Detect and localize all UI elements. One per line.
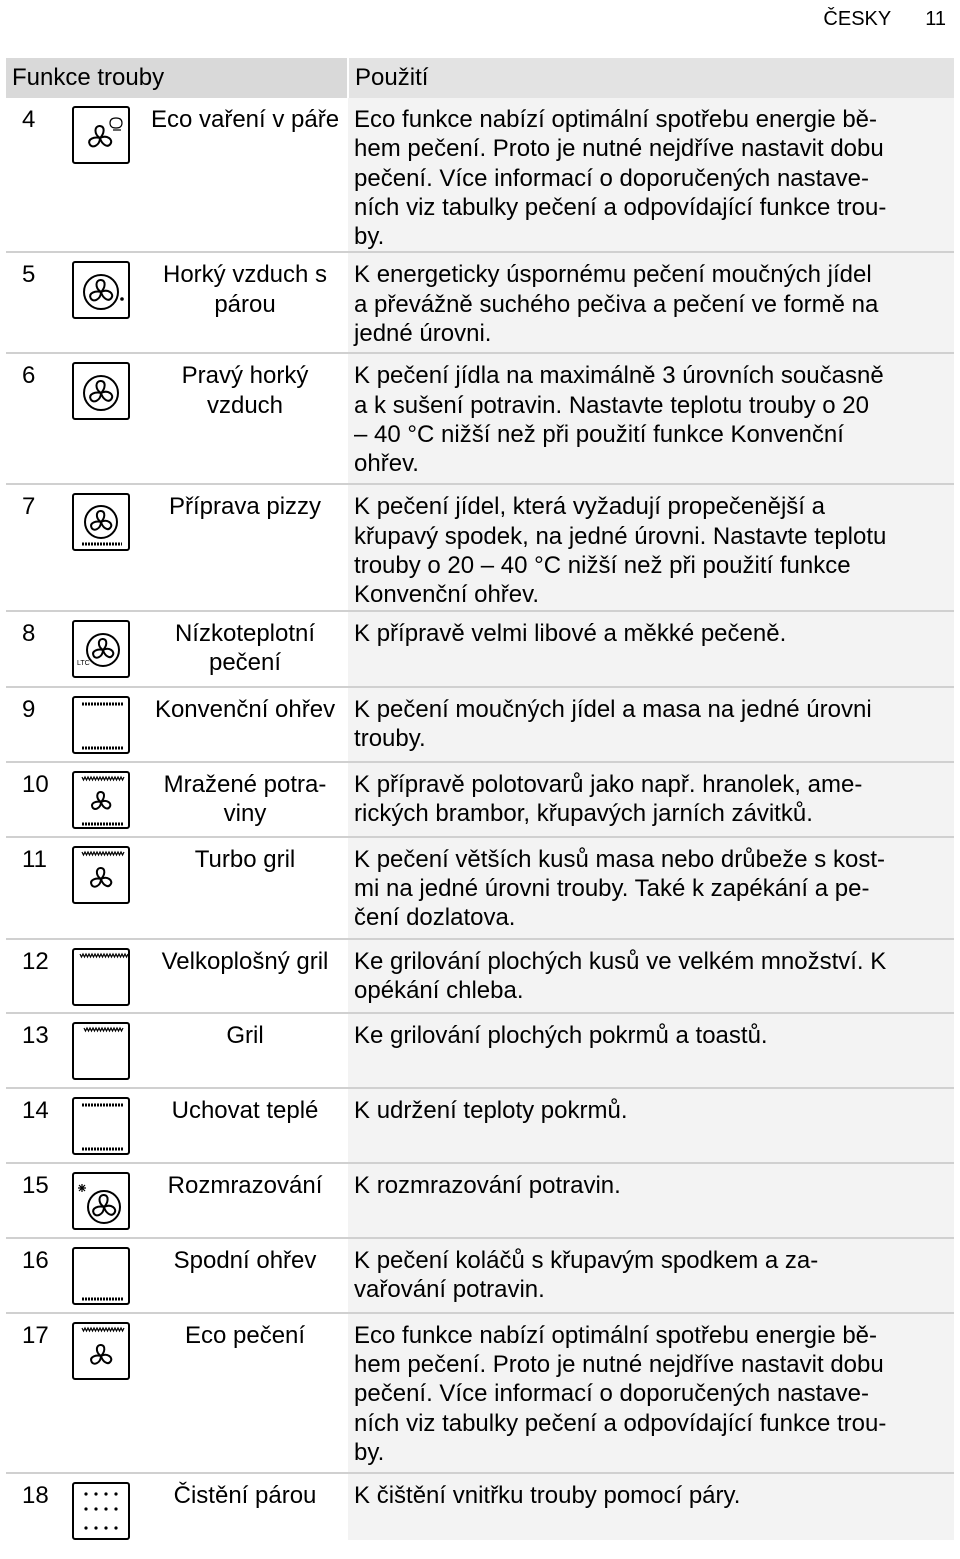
function-name: Mražené potra-viny: [163, 770, 327, 827]
function-icon-cell: [58, 353, 142, 484]
grill-icon: [72, 1022, 130, 1080]
column-header-function: Funkce trouby: [6, 58, 348, 98]
pizza-function-icon: [72, 493, 130, 551]
function-usage: K pečení moučných jídel a masa na jedné úrovni trouby.: [348, 687, 954, 762]
function-icon-cell: [58, 1088, 142, 1163]
table-header-row: [6, 58, 954, 98]
defrost-icon-graphic: [74, 1174, 128, 1228]
function-usage: Eco funkce nabízí optimální spotřebu energie bě- hem pečení. Proto je nutné nejdříve nastavit dobu pečení. Více informací o doporučených nastave- ních viz tabulky pečení a odpovídající funkce trou- by.: [348, 1313, 954, 1473]
function-name: Eco vaření v páře: [150, 106, 340, 133]
function-number: 6: [22, 362, 36, 390]
steam-cleaning-icon: [72, 1482, 130, 1540]
true-fan-icon-graphic: [74, 364, 128, 418]
function-name: Rozmrazování: [167, 1171, 323, 1199]
full-grill-icon: [72, 948, 130, 1006]
function-usage: K pečení jídel, která vyžadují propečenější a křupavý spodek, na jedné úrovni. Nastavte teplotu trouby o 20 – 40 °C nižší než při použití funkce Konvenční ohřev.: [348, 484, 954, 610]
function-name: Eco pečení: [184, 1321, 306, 1349]
function-icon-cell: [58, 1313, 142, 1473]
table-row: [6, 1238, 954, 1313]
function-usage: K pečení jídla na maximálně 3 úrovních současně a k sušení potravin. Nastavte teplotu trouby o 20 – 40 °C nižší než při použití funkce Konvenční ohřev.: [348, 353, 954, 484]
eco-roasting-icon-graphic: [74, 1324, 128, 1378]
eco-roasting-icon: [72, 1322, 130, 1380]
function-number: 8: [22, 619, 36, 647]
function-number: 4: [22, 106, 36, 133]
low-temperature-ltc-icon: [72, 620, 130, 678]
function-number: 16: [22, 1246, 49, 1274]
table-row: [6, 611, 954, 687]
frozen-foods-icon: [72, 771, 130, 829]
turbo-grill-icon: [72, 846, 130, 904]
function-icon-cell: [58, 762, 142, 837]
table-row: [6, 1313, 954, 1473]
function-number: 7: [22, 493, 36, 521]
function-usage: K pečení větších kusů masa nebo drůbeže s kost- mi na jedné úrovni trouby. Také k zapékání a pe- čení dozlatova.: [348, 837, 954, 939]
function-icon-cell: [58, 1163, 142, 1238]
table-row: [6, 1473, 954, 1540]
keep-warm-icon-graphic: [74, 1099, 128, 1153]
page-number: 11: [925, 7, 946, 30]
function-number: 13: [22, 1021, 49, 1049]
page-header: [823, 6, 946, 32]
function-name: Gril: [226, 1021, 264, 1049]
column-header-usage: Použití: [348, 58, 954, 98]
conventional-heating-icon-graphic: [74, 698, 128, 752]
bottom-heat-icon-graphic: [74, 1249, 128, 1303]
function-number: 17: [22, 1321, 49, 1349]
function-name: Spodní ohřev: [173, 1246, 317, 1274]
function-usage: K čištění vnitřku trouby pomocí páry.: [348, 1473, 954, 1540]
table-row: [6, 687, 954, 762]
function-icon-cell: [58, 98, 142, 252]
defrost-icon: [72, 1172, 130, 1230]
function-icon-cell: [58, 1473, 142, 1540]
table-row: [6, 1163, 954, 1238]
table-row: [6, 484, 954, 610]
table-row: [6, 939, 954, 1013]
grill-icon-graphic: [74, 1024, 128, 1078]
language-label: ČESKY: [823, 7, 892, 30]
function-number: 14: [22, 1096, 49, 1124]
table-row: [6, 762, 954, 837]
function-icon-cell: [58, 1013, 142, 1088]
function-usage: K udržení teploty pokrmů.: [348, 1088, 954, 1163]
function-name: Příprava pizzy: [168, 493, 322, 521]
function-usage: K přípravě velmi libové a měkké pečeně.: [348, 611, 954, 687]
function-name: Velkoplošný gril: [161, 947, 329, 975]
function-name: Uchovat teplé: [171, 1096, 319, 1124]
function-icon-cell: [58, 939, 142, 1013]
function-usage: K energeticky úspornému pečení moučných jídel a převážně suchého pečiva a pečení ve formě na jedné úrovni.: [348, 252, 954, 353]
function-name: Čistění párou: [173, 1481, 317, 1509]
true-fan-icon: [72, 362, 130, 420]
oven-functions-table: [6, 58, 954, 1540]
function-name: Nízkoteplotní pečení: [174, 619, 316, 676]
table-row: [6, 1013, 954, 1088]
full-grill-icon-graphic: [74, 950, 128, 1004]
function-name: Pravý horký vzduch: [181, 362, 309, 419]
function-name: Turbo gril: [194, 845, 296, 873]
function-icon-cell: [58, 611, 142, 687]
function-usage: Ke grilování plochých pokrmů a toastů.: [348, 1013, 954, 1088]
function-number: 5: [22, 261, 36, 289]
function-icon-cell: [58, 1238, 142, 1313]
steam-cleaning-icon-graphic: [74, 1484, 128, 1538]
eco-steam-fan-icon-graphic: [74, 108, 128, 162]
svg-text:LTC: LTC: [77, 659, 90, 667]
function-icon-cell: [58, 687, 142, 762]
turbo-grill-icon-graphic: [74, 848, 128, 902]
hot-air-steam-icon: [72, 261, 130, 319]
table-row: [6, 1088, 954, 1163]
function-number: 18: [22, 1481, 49, 1509]
keep-warm-icon: [72, 1097, 130, 1155]
table-row: [6, 837, 954, 939]
frozen-foods-icon-graphic: [74, 773, 128, 827]
function-usage: Ke grilování plochých kusů ve velkém množství. K opékání chleba.: [348, 939, 954, 1013]
function-name: Horký vzduch s párou: [162, 261, 328, 318]
table-row: [6, 252, 954, 353]
function-usage: K rozmrazování potravin.: [348, 1163, 954, 1238]
function-usage: Eco funkce nabízí optimální spotřebu energie bě- hem pečení. Proto je nutné nejdříve nastavit dobu pečení. Více informací o doporučených nastave- ních viz tabulky pečení a odpovídající funkce trou- by.: [348, 98, 954, 252]
function-number: 12: [22, 947, 49, 975]
bottom-heat-icon: [72, 1247, 130, 1305]
pizza-function-icon-graphic: [74, 495, 128, 549]
function-number: 9: [22, 695, 36, 723]
function-icon-cell: [58, 837, 142, 939]
table-row: [6, 353, 954, 484]
function-usage: K pečení koláčů s křupavým spodkem a za- vařování potravin.: [348, 1238, 954, 1313]
function-icon-cell: [58, 484, 142, 610]
function-name: Konvenční ohřev: [154, 695, 336, 723]
function-icon-cell: [58, 252, 142, 353]
function-usage: K přípravě polotovarů jako např. hranolek, ame- rických brambor, křupavých jarních závitků.: [348, 762, 954, 837]
conventional-heating-icon: [72, 696, 130, 754]
table-row: [6, 98, 954, 252]
function-number: 10: [22, 770, 49, 798]
eco-steam-fan-icon: [72, 106, 130, 164]
function-number: 11: [22, 845, 47, 873]
function-number: 15: [22, 1171, 49, 1199]
hot-air-steam-icon-graphic: [74, 263, 128, 317]
low-temperature-ltc-icon-graphic: [74, 622, 128, 676]
